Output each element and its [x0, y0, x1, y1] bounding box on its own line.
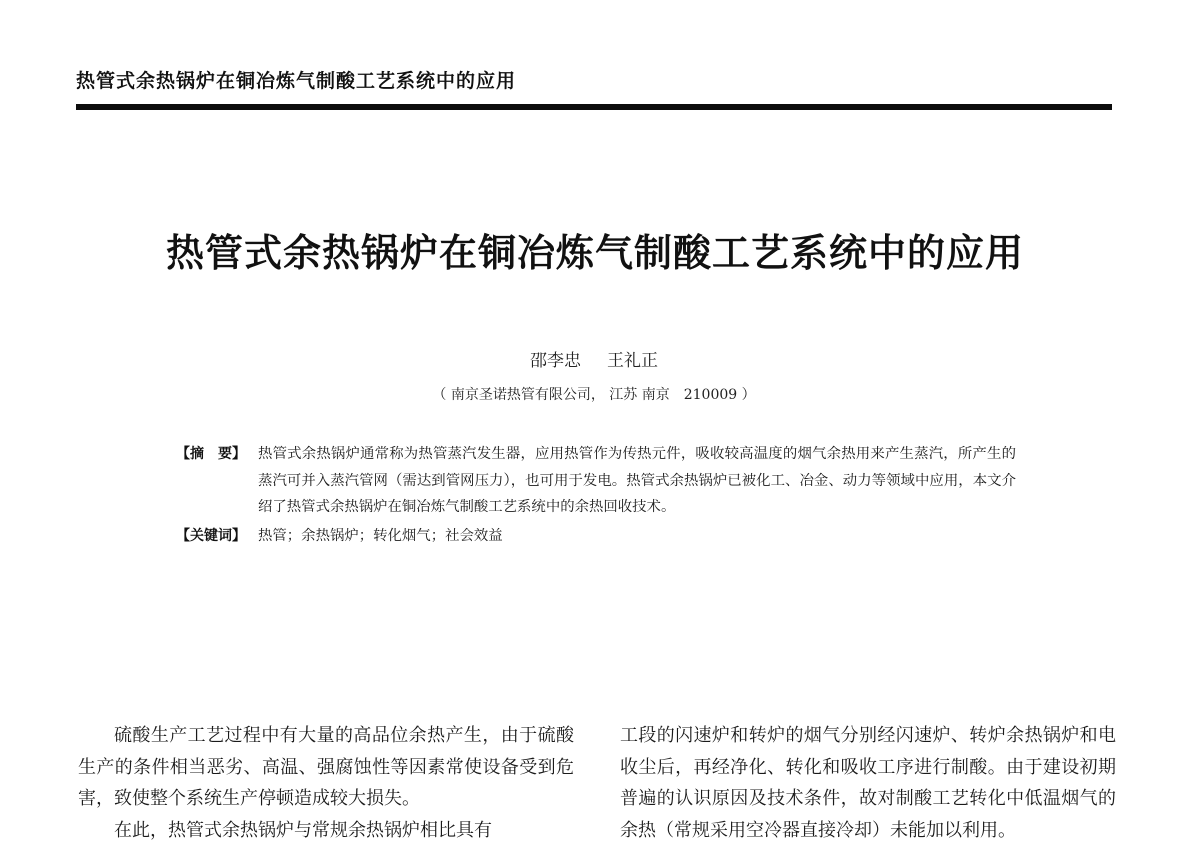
author-name: 王礼正 — [607, 351, 658, 371]
body-column-right — [620, 720, 1116, 846]
author-name: 邵李忠 — [530, 351, 581, 371]
body-paragraph: 在此，热管式余热锅炉与常规余热锅炉相比具有 — [114, 819, 492, 841]
abstract-row — [176, 441, 1016, 521]
abstract-block — [176, 441, 1016, 549]
article-title: 热管式余热锅炉在铜冶炼气制酸工艺系统中的应用 — [165, 231, 1024, 275]
affiliation: （ 南京圣诺热管有限公司， 江苏 南京 210009 ） — [432, 387, 756, 403]
keywords-row — [176, 523, 1016, 550]
header-rule — [76, 104, 1112, 110]
body-paragraph: 工段的闪速炉和转炉的烟气分别经闪速炉、转炉余热锅炉和电收尘后，再经净化、转化和吸收工序进行制酸。由于建设初期普遍的认识原因及技术条件，故对制酸工艺转化中低温烟气的余热（常规采用空冷器直接冷却）未能加以利用。 — [620, 725, 1116, 841]
keywords-label: 【关键词】 — [176, 527, 246, 544]
abstract-label: 【摘 要】 — [176, 446, 246, 462]
body-column-left — [78, 720, 574, 846]
abstract-text: 热管式余热锅炉通常称为热管蒸汽发生器，应用热管作为传热元件，吸收较高温度的烟气余热用来产生蒸汽，所产生的蒸汽可并入蒸汽管网（需达到管网压力），也可用于发电。热管式余热锅炉已被化工、冶金、动力等领域中应用，本文介绍了热管式余热锅炉在铜冶炼气制酸工艺系统中的余热回收技术。 — [258, 446, 1016, 516]
keywords-text: 热管；余热锅炉；转化烟气；社会效益 — [258, 527, 503, 544]
author-list — [0, 346, 1188, 371]
body-paragraph: 硫酸生产工艺过程中有大量的高品位余热产生，由于硫酸生产的条件相当恶劣、高温、强腐蚀性等因素常使设备受到危害，致使整个系统生产停顿造成较大损失。 — [78, 725, 574, 810]
running-head: 热管式余热锅炉在铜冶炼气制酸工艺系统中的应用 — [76, 70, 517, 92]
